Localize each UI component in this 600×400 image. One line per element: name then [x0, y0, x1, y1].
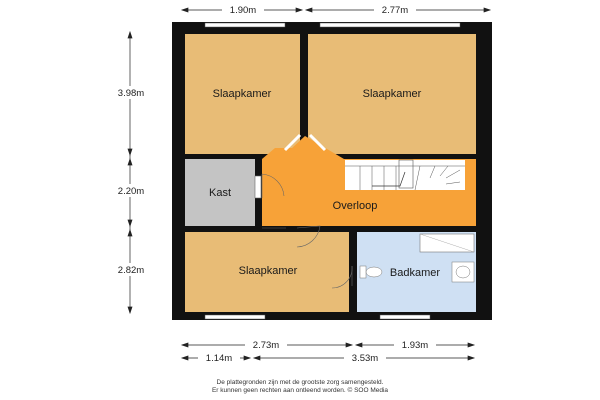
label-overloop: Overloop — [332, 200, 378, 212]
dim-top-left: 1.90m — [229, 5, 257, 16]
label-slaapkamer-1: Slaapkamer — [212, 88, 272, 100]
label-slaapkamer-3: Slaapkamer — [238, 265, 298, 277]
dim-top-right: 2.77m — [381, 5, 409, 16]
dim-total-left: 1.14m — [205, 353, 233, 364]
dim-total-right: 3.53m — [351, 353, 379, 364]
disclaimer-line-2: Er kunnen geen rechten aan ontleend worden. © SOO Media — [211, 387, 389, 394]
label-kast: Kast — [208, 187, 232, 199]
dim-left-middle: 2.20m — [117, 186, 145, 197]
staircase — [345, 160, 465, 190]
dim-bottom-left: 2.73m — [252, 340, 280, 351]
dim-bottom-right: 1.93m — [401, 340, 429, 351]
washbasin — [452, 262, 474, 282]
toilet — [360, 266, 382, 278]
dim-left-top: 3.98m — [117, 88, 145, 99]
disclaimer — [0, 379, 600, 395]
label-slaapkamer-2: Slaapkamer — [362, 88, 422, 100]
label-badkamer: Badkamer — [389, 267, 441, 279]
dim-left-bottom: 2.82m — [117, 265, 145, 276]
disclaimer-line-1: De plattegronden zijn met de grootste zorg samengesteld. — [216, 379, 384, 386]
bath-shower — [420, 234, 474, 252]
